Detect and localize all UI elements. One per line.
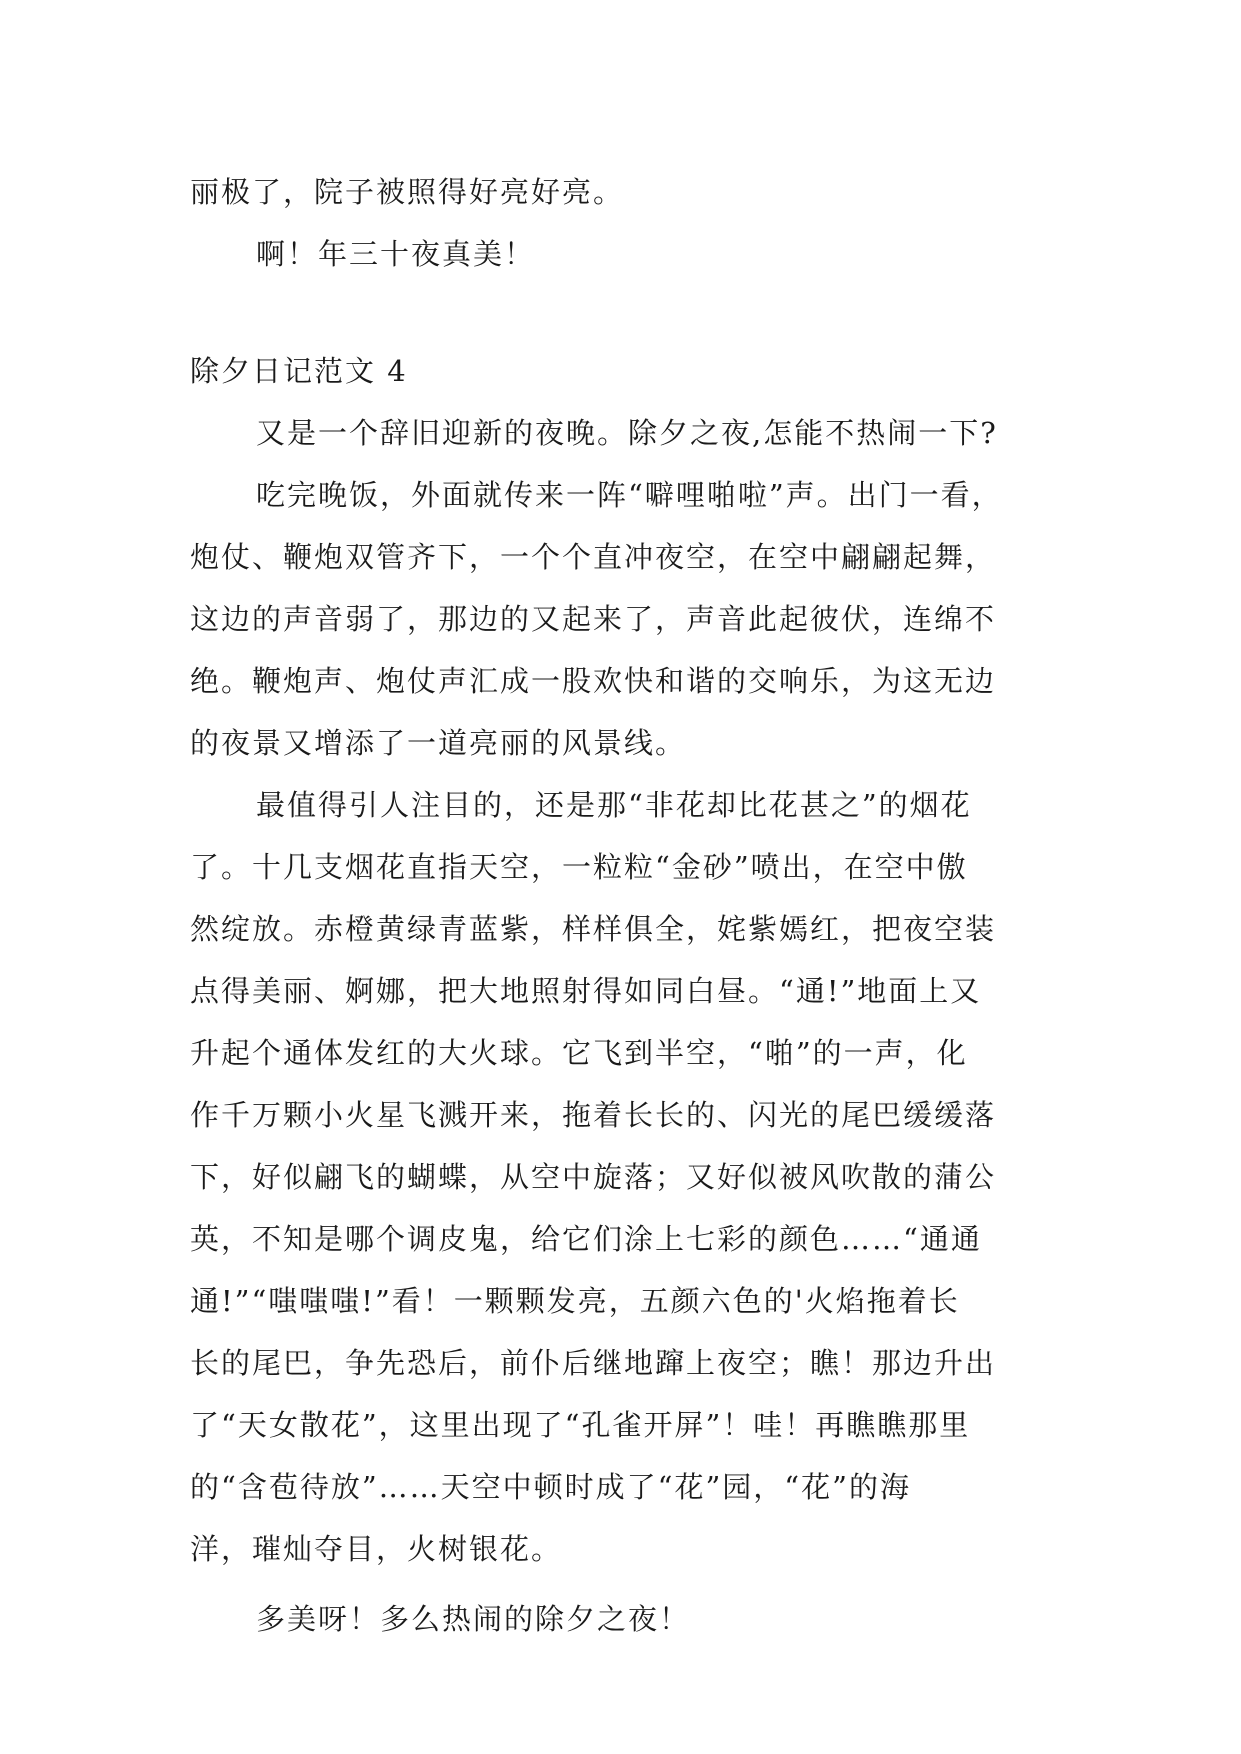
section-title: 除夕日记范文 4 (190, 354, 408, 388)
paragraph-1 (190, 402, 1070, 464)
text-line: 绝。鞭炮声、炮仗声汇成一股欢快和谐的交响乐，为这无边 (190, 664, 997, 698)
text-line: 炮仗、鞭炮双管齐下，一个个直冲夜空，在空中翩翩起舞， (190, 540, 997, 574)
text-line: 然绽放。赤橙黄绿青蓝紫，样样俱全，姹紫嫣红，把夜空装 (190, 912, 997, 946)
text-line: 的“含苞待放”……天空中顿时成了“花”园，“花”的海 (190, 1470, 911, 1504)
text-line: 英，不知是哪个调皮鬼，给它们涂上七彩的颜色……“通通 (190, 1222, 982, 1256)
text-line: 吃完晚饭，外面就传来一阵“噼哩啪啦”声。出门一看， (256, 478, 1003, 512)
text-line: 最值得引人注目的，还是那“非花却比花甚之”的烟花 (256, 788, 972, 822)
text-line: 长的尾巴，争先恐后，前仆后继地蹿上夜空；瞧！那边升出 (190, 1346, 997, 1380)
paragraph-2 (190, 464, 1070, 774)
text-line: 点得美丽、婀娜，把大地照射得如同白昼。“通!”地面上又 (190, 974, 982, 1008)
document-body (190, 161, 1070, 1650)
text-line: 了“天女散花”，这里出现了“孔雀开屏”！哇！再瞧瞧那里 (190, 1408, 971, 1442)
text-line: 又是一个辞旧迎新的夜晚。除夕之夜,怎能不热闹一下? (256, 416, 998, 450)
text-line: 的夜景又增添了一道亮丽的风景线。 (190, 726, 687, 760)
text-line: 多美呀！多么热闹的除夕之夜！ (256, 1602, 691, 1636)
paragraph-4 (190, 1588, 1070, 1650)
text-line: 洋，璀灿夺目，火树银花。 (190, 1532, 563, 1566)
text-line: 通!”“嗤嗤嗤!”看！一颗颗发亮，五颜六色的'火焰拖着长 (190, 1284, 960, 1318)
paragraph-3 (190, 774, 1070, 1580)
text-line: 升起个通体发红的大火球。它飞到半空，“啪”的一声，化 (190, 1036, 968, 1070)
text-line: 啊！年三十夜真美！ (256, 237, 536, 271)
text-line: 下，好似翩飞的蝴蝶，从空中旋落；又好似被风吹散的蒲公 (190, 1160, 997, 1194)
text-line: 这边的声音弱了，那边的又起来了，声音此起彼伏，连绵不 (190, 602, 997, 636)
text-line: 了。十几支烟花直指天空，一粒粒“金砂”喷出，在空中傲 (190, 850, 968, 884)
text-line: 作千万颗小火星飞溅开来，拖着长长的、闪光的尾巴缓缓落 (190, 1098, 997, 1132)
text-line: 丽极了，院子被照得好亮好亮。 (190, 175, 625, 209)
